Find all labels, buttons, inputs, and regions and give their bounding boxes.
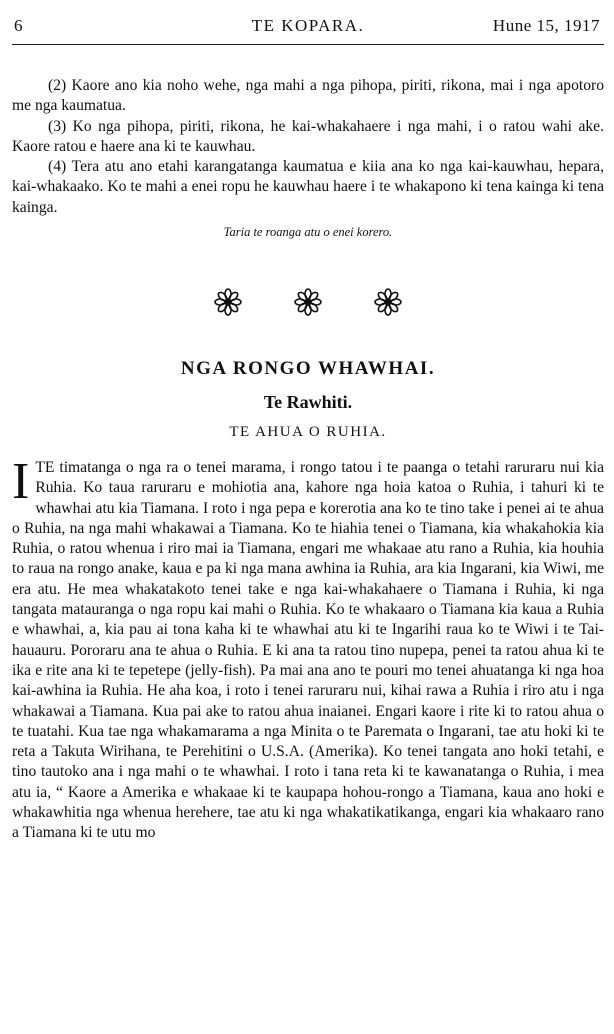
issue-date: Hune 15, 1917 [492,16,600,35]
list-item: (3) Ko nga pihopa, piriti, rikona, he kai-whakahaere i nga mahi, i o ratou wahi ake. Kaore ratou e haere ana ki te kauwhau. [12,117,604,155]
list-item: (2) Kaore ano kia noho wehe, nga mahi a nga pihopa, piriti, rikona, mai i nga apotoro me nga kaumatua. [12,77,604,115]
numbered-items [12,76,604,242]
header-rule [12,44,604,45]
article-title: TE AHUA O RUHIA. [229,424,387,440]
newspaper-title: TE KOPARA. [251,16,365,35]
flower-icon [214,288,242,321]
article-body [12,453,604,844]
flower-icon [374,288,402,321]
page-number: 6 [14,16,23,35]
section-subheading: Te Rawhiti. [263,392,353,412]
page [12,8,604,842]
drop-cap: I [12,453,30,510]
page-header [12,8,604,34]
continuation-note: Taria te roanga atu o enei korero. [223,225,393,240]
ornament-row [12,288,604,321]
section-heading: NGA RONGO WHAWHAI. [180,358,436,379]
flower-icon [294,288,322,321]
list-item: (4) Tera atu ano etahi karangatanga kaumatua e kiia ana ko nga kai-kauwhau, hepara, kai-whakaako. Ko te mahi a enei ropu he kauwhau haere i te whakapono ki tena kainga ki tena kainga. [12,158,604,216]
article-paragraph: TE timatanga o nga ra o tenei marama, i rongo tatou i te paanga o tetahi raruraru nui kia Ruhia. Ko taua raruraru e mohiotia ana, kahore nga hoia katoa o Ruhia, i tahuri ki te whawhai atu kia Tiamana. I roto i nga pepa e korerotia ana ko te tino take i penei ai te ahua o Ruhia, na nga mahi whakawai a Tiamana. Ko te hiahia tenei o Tiamana, kia whakahokia kia Ruhia, o ratou whenua i riro mai ia Tiamana, engari me whakaae atu rano a Ruhia, kia houhia to raua na rongo anake, kaua e pa ki nga mana awhina ia Ruhia, ara kia Ingarani, kia Wiwi, me era atu. He mea whakatakoto tenei take e nga kai-whakahaere o Tiamana i Ruhia, ki nga tangata matauranga o nga ropu kai mahi o Ruhia. Ko te whakaaro o Tiamana kia kaua a Ruhia e whawhai, a, kia pau ai tona kaha ki te whawhai atu ki te Ingarihi raua ko te Wiwi i te Tai-hauauru. Pororaru ana te ahua o Ruhia. E ki ana ta ratou tino nupepa, penei ta ratou ahua ki te ika e rite ana ki te tepetepe (jelly-fish). Pa mai ana ano te pouri mo tenei ahuatanga ki nga hoa kai-awhina ia Ruhia. He aha koa, i roto i tenei raruraru nui, kihai rawa a Ruhia i riro atu i nga whakawai a Tiamana. Kua pai ake to ratou ahua inaianei. Engari kaore i rite ki to ratou ahua o te tuatahi. Kua tae nga whakamarama a nga Minita o te Paremata o Ingarani, tae atu hoki ki te reta a Takuta Wirihana, te Perehitini o U.S.A. (Amerika). Ko tenei tangata ano hoki tetahi, e tino tautoko ana i nga mahi o te whawhai. I roto i tana reta ki te kawanatanga o Ruhia, i mea atu ia, “ Kaore a Amerika e whakaae ki te kaupapa hohou-rongo a Tiamana, kaua ano hoki e whakawhitia nga whenua herehere, tae atu ki nga whakatikatikanga, engari kia whakaaro rano a Tiamana ki te utu mo [12,459,604,842]
